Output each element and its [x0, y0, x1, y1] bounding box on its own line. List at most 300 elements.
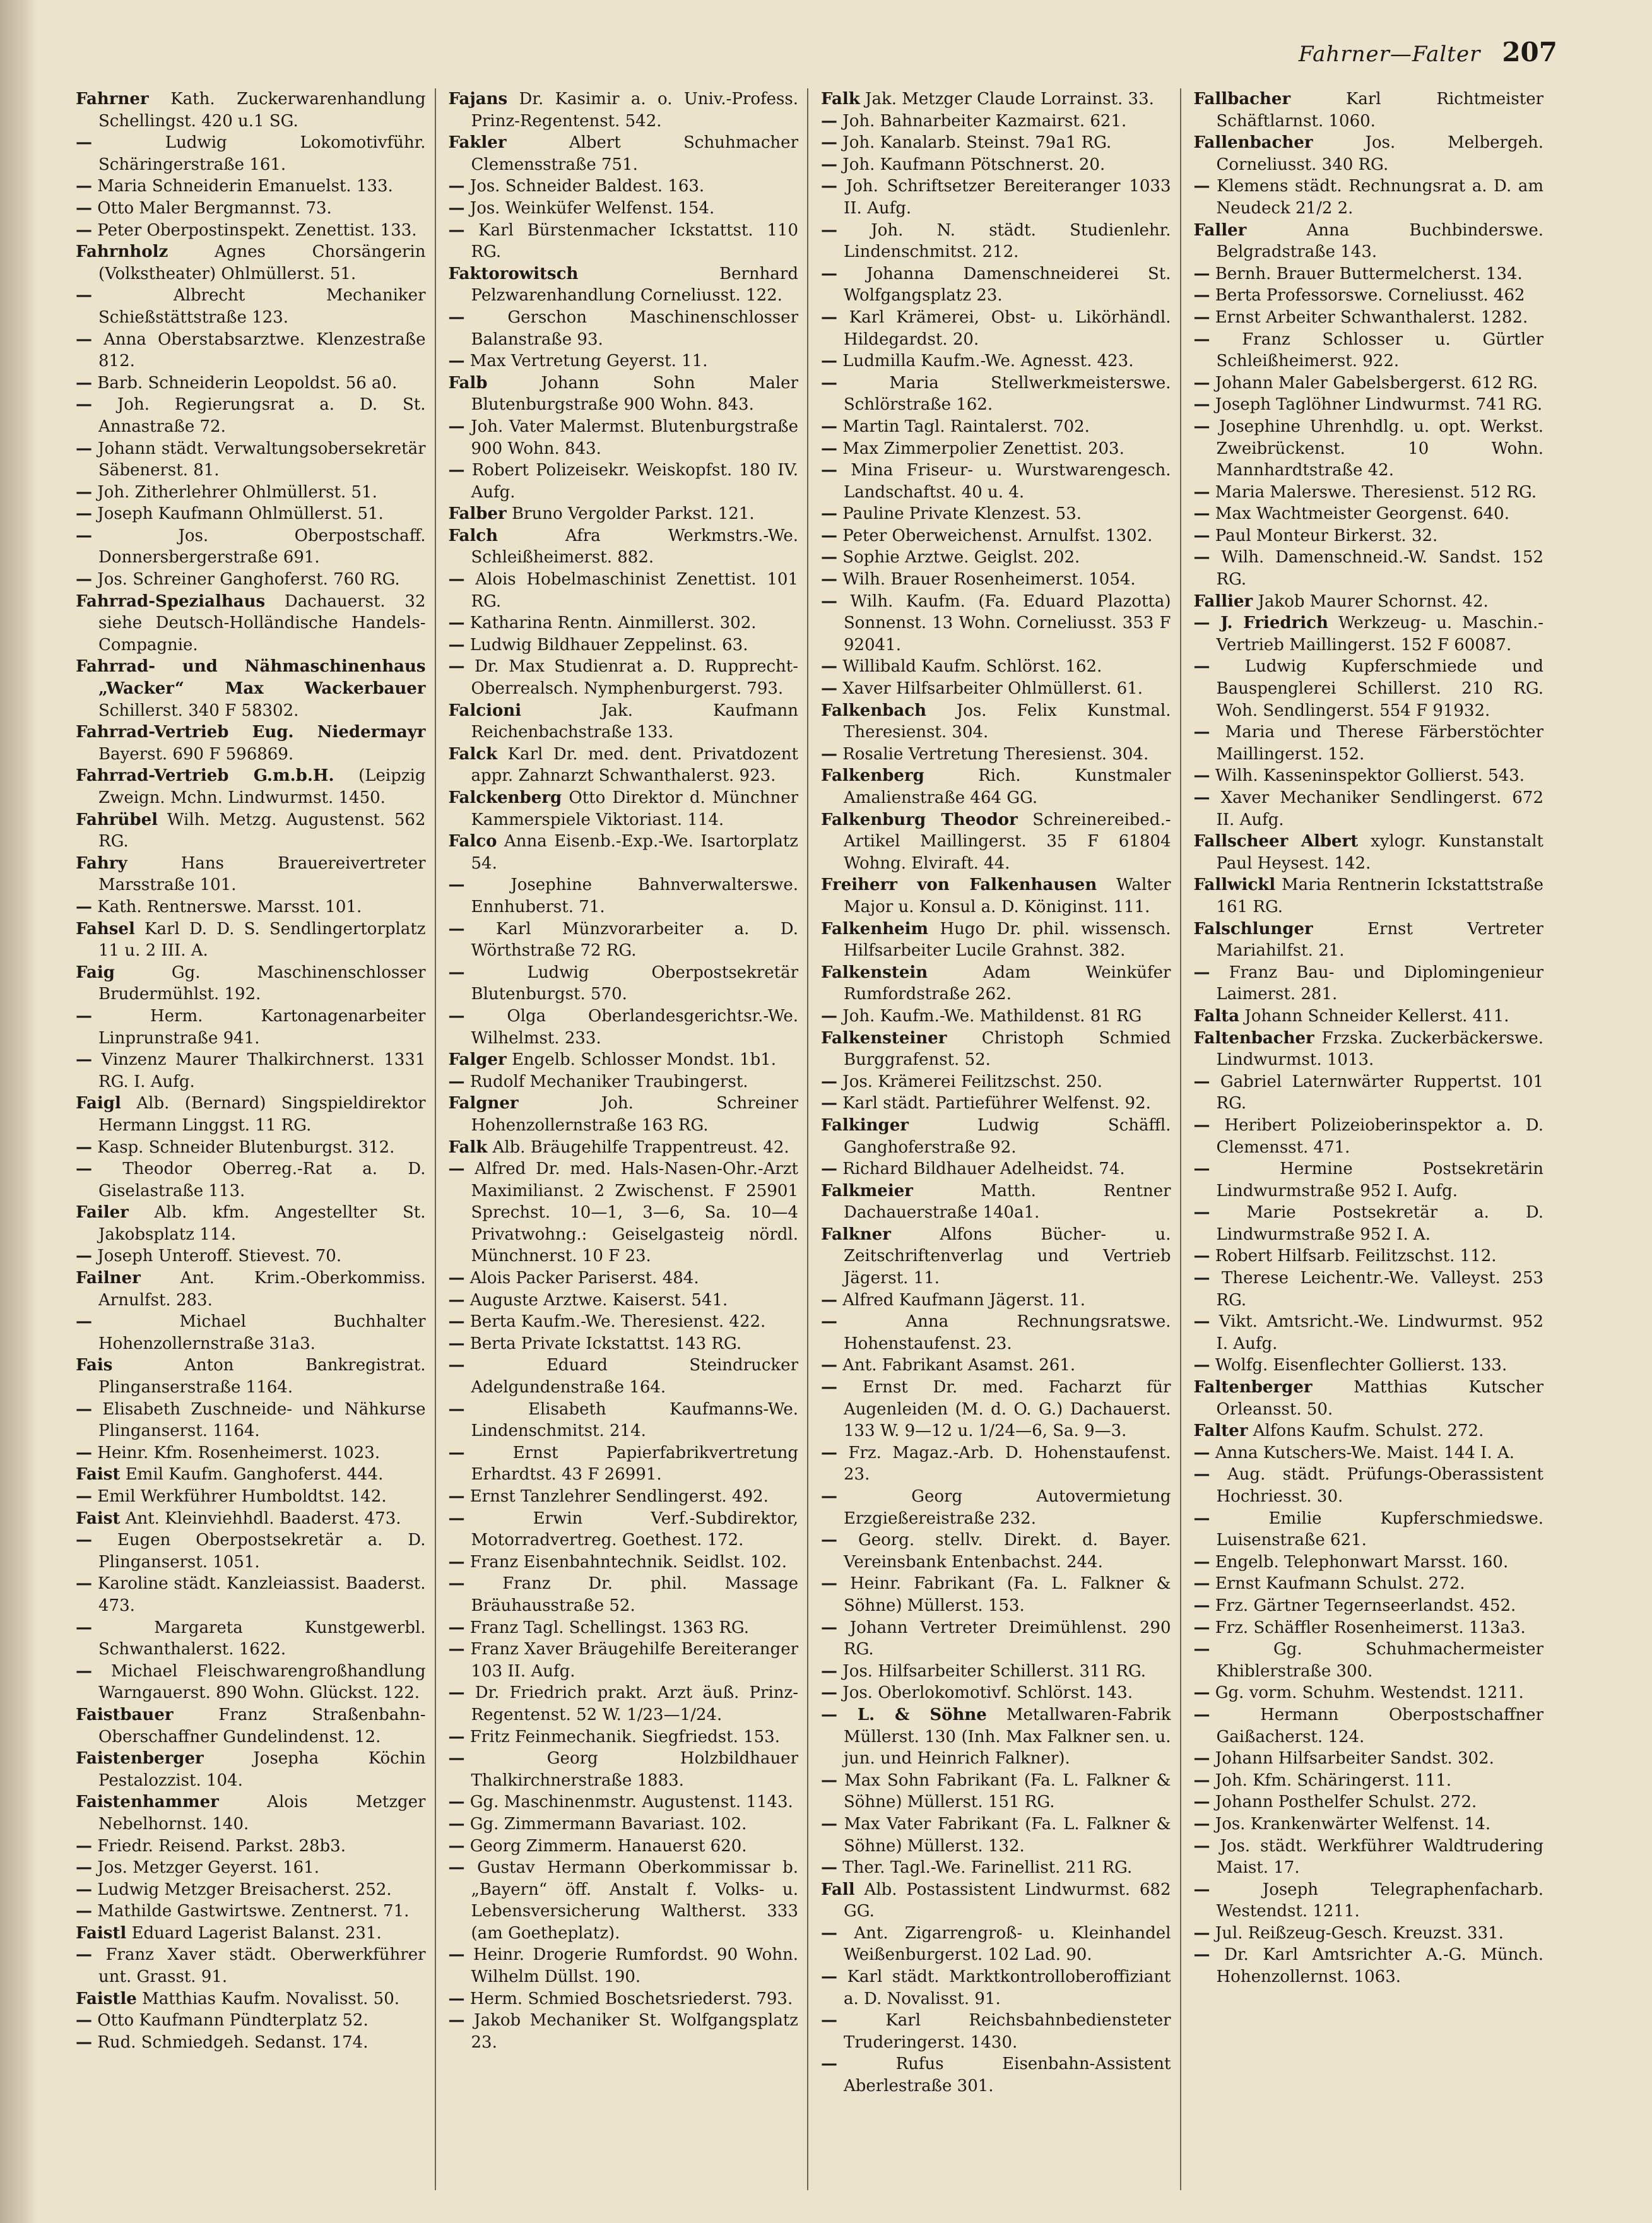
entry-name: —: [821, 1356, 837, 1375]
entry-name: Falco: [448, 832, 497, 851]
directory-entry: [76, 853, 426, 896]
entry-details: Martin Tagl. Raintalerst. 702.: [842, 417, 1090, 436]
entry-name: —: [1193, 1443, 1210, 1462]
directory-entry: [1194, 1115, 1544, 1158]
entry-name: Falkner: [821, 1224, 891, 1244]
entry-name: —: [821, 1159, 837, 1179]
entry-details: Franz Straßenbahn-Oberschaffner Gundelindenst. 12.: [98, 1705, 426, 1746]
directory-entry: [449, 1617, 799, 1639]
directory-entry: [1194, 394, 1544, 416]
directory-entry: [76, 1791, 426, 1835]
entry-name: —: [448, 307, 465, 327]
directory-entry: [76, 372, 426, 394]
entry-details: Joh. Kanalarb. Steinst. 79a1 RG.: [842, 133, 1112, 153]
entry-name: —: [821, 417, 837, 436]
entry-name: —: [76, 1880, 92, 1899]
entry-name: —: [76, 482, 92, 502]
directory-entry: [449, 1289, 799, 1312]
entry-name: —: [1193, 1770, 1210, 1790]
entry-name: Fais: [76, 1356, 113, 1375]
entry-name: —: [1193, 1618, 1210, 1637]
entry-name: —: [76, 570, 92, 590]
directory-entry: [1194, 132, 1544, 175]
entry-name: Faktorowitsch: [448, 264, 579, 283]
entry-name: —: [1193, 1749, 1210, 1769]
entry-name: Fallscheer Albert: [1193, 832, 1359, 851]
entry-details: Wilh. Kaufm. (Fa. Eduard Plazotta) Sonnenst. 13 Wohn. Corneliusst. 353 F 92041.: [844, 591, 1171, 655]
entry-details: Johann Schneider Kellerst. 411.: [1244, 1006, 1509, 1026]
entry-name: —: [1193, 417, 1210, 436]
entry-details: Franz Xaver städt. Oberwerkführer unt. Grasst. 91.: [98, 1945, 426, 1987]
entry-name: —: [821, 744, 837, 764]
directory-entry: [821, 1071, 1171, 1093]
entry-details: xylogr. Kunstanstalt Paul Heysest. 142.: [1216, 832, 1543, 873]
entry-name: —: [448, 1356, 465, 1375]
entry-name: —: [76, 1443, 92, 1462]
entry-name: —: [448, 461, 465, 480]
entry-details: Robert Hilfsarb. Feilitzschst. 112.: [1215, 1247, 1497, 1266]
directory-entry: [1194, 787, 1544, 831]
directory-entry: [76, 721, 426, 765]
entry-name: —: [1193, 526, 1210, 545]
entry-details: Bayerst. 690 F 596869.: [98, 744, 294, 764]
entry-details: Mina Friseur- u. Wurstwarengesch. Landschaftst. 40 u. 4.: [844, 461, 1171, 502]
entry-details: Rufus Eisenbahn-Assistent Aberlestraße 301.: [844, 2054, 1171, 2096]
directory-entry: [76, 1573, 426, 1616]
directory-entry: [821, 88, 1171, 110]
entry-name: Falk: [821, 90, 860, 109]
entry-details: Berta Kaufm.-We. Theresienst. 422.: [469, 1312, 766, 1332]
entry-details: Karl Münzvorarbeiter a. D. Wörthstraße 72 RG.: [471, 919, 798, 961]
entry-name: —: [448, 198, 465, 218]
directory-entry: [76, 2010, 426, 2032]
directory-entry: [821, 1813, 1171, 1857]
entry-name: —: [821, 461, 837, 480]
entry-details: Josepha Köchin Pestalozzist. 104.: [98, 1749, 426, 1790]
directory-entry: [821, 220, 1171, 263]
entry-details: Jos. Schneider Baldest. 163.: [469, 177, 705, 196]
page-binding-edge: [0, 0, 37, 2223]
entry-name: —: [76, 1836, 92, 1856]
entry-details: Rud. Schmiedgeh. Sedanst. 174.: [97, 2032, 369, 2052]
entry-name: —: [1193, 1880, 1210, 1899]
entry-name: —: [76, 1159, 92, 1179]
entry-details: Heribert Polizeioberinspektor a. D. Clemensst. 471.: [1216, 1115, 1543, 1157]
entry-details: Jak. Kaufmann Reichenbachstraße 133.: [471, 701, 798, 742]
directory-entry: [821, 154, 1171, 176]
entry-name: —: [1193, 482, 1210, 502]
directory-entry: [1194, 1464, 1544, 1507]
entry-details: Frz. Gärtner Tegernseerlandst. 452.: [1215, 1596, 1516, 1615]
entry-name: —: [821, 548, 837, 567]
column-2: [449, 88, 809, 2190]
entry-details: Hermann Oberpostschaffner Gaißacherst. 124.: [1216, 1705, 1543, 1746]
directory-entry: [821, 1617, 1171, 1661]
directory-entry: [821, 1573, 1171, 1616]
directory-columns: [76, 88, 1552, 2190]
entry-name: —: [76, 329, 92, 349]
entry-details: Anna Buchbinderswe. Belgradstraße 143.: [1216, 220, 1544, 262]
entry-details: Georg Zimmerm. Hanauerst 620.: [469, 1836, 747, 1856]
entry-details: Jul. Reißzeug-Gesch. Kreuzst. 331.: [1215, 1923, 1504, 1943]
entry-details: Jos. Hilfsarbeiter Schillerst. 311 RG.: [842, 1661, 1147, 1681]
entry-details: Vinzenz Maurer Thalkirchnerst. 1331 RG. I. Aufg.: [98, 1050, 426, 1091]
entry-details: Jos. Weinküfer Welfenst. 154.: [469, 198, 715, 218]
entry-details: Karl Reichsbahnbediensteter Truderingerst. 1430.: [844, 2011, 1171, 2052]
directory-entry: [76, 1529, 426, 1573]
directory-entry: [76, 438, 426, 482]
entry-name: Faistenberger: [76, 1749, 204, 1769]
entry-details: Dachauerst. 32 siehe Deutsch-Holländische Handels-Compagnie.: [98, 591, 426, 655]
entry-details: Max Vertretung Geyerst. 11.: [469, 352, 708, 371]
entry-name: —: [76, 1661, 92, 1681]
entry-name: Falkinger: [821, 1115, 909, 1135]
entry-name: Fakler: [448, 133, 507, 153]
entry-name: —: [1193, 504, 1210, 524]
entry-name: Fahrnholz: [76, 242, 168, 262]
entry-details: Engelb. Schlosser Mondst. 1b1.: [511, 1050, 777, 1070]
entry-details: Max Wachtmeister Georgenst. 640.: [1215, 504, 1509, 524]
entry-name: Fahsel: [76, 919, 135, 939]
directory-entry: [821, 1682, 1171, 1704]
entry-details: Hans Brauereivertreter Marsstraße 101.: [98, 853, 426, 895]
entry-details: Christoph Schmied Burggrafenst. 52.: [844, 1028, 1171, 1070]
directory-entry: [1194, 1639, 1544, 1682]
directory-entry: [1194, 329, 1544, 372]
directory-entry: [821, 1289, 1171, 1312]
directory-entry: [821, 809, 1171, 875]
directory-entry: [449, 1486, 799, 1508]
entry-name: Fallwickl: [1193, 875, 1276, 895]
entry-name: —: [1193, 1683, 1210, 1703]
entry-details: Johann Vertreter Dreimühlenst. 290 RG.: [844, 1618, 1171, 1659]
entry-name: —: [821, 133, 837, 153]
entry-details: Emilie Kupferschmiedswe. Luisenstraße 621.: [1216, 1509, 1544, 1550]
directory-entry: [1194, 482, 1544, 504]
entry-details: Alb. Postassistent Lindwurmst. 682 GG.: [844, 1880, 1171, 1921]
directory-entry: [1194, 525, 1544, 547]
directory-entry: [76, 1049, 426, 1093]
entry-name: — J. Friedrich: [1193, 614, 1328, 633]
entry-details: Karl Dr. med. dent. Privatdozent appr. Zahnarzt Schwanthalerst. 923.: [471, 744, 798, 786]
entry-name: —: [76, 1858, 92, 1878]
directory-entry: [821, 1377, 1171, 1442]
directory-entry: [821, 438, 1171, 460]
entry-details: Wilh. Brauer Rosenheimerst. 1054.: [842, 570, 1136, 590]
directory-entry: [76, 1900, 426, 1923]
entry-name: Falgner: [448, 1094, 519, 1113]
directory-entry: [821, 2053, 1171, 2097]
entry-details: Jakob Mechaniker St. Wolfgangsplatz 23.: [471, 2011, 799, 2052]
directory-entry: [1194, 591, 1544, 613]
entry-details: Ernst Dr. med. Facharzt für Augenleiden (M. d. O. G.) Dachauerst. 133 W. 9—12 u. 1/24—6, Sa. 9—3.: [844, 1378, 1171, 1441]
entry-details: Dr. Karl Amtsrichter A.-G. Münch. Hohenzollernst. 1063.: [1216, 1945, 1543, 1987]
entry-details: Joseph Kaufmann Ohlmüllerst. 51.: [97, 504, 384, 524]
entry-name: —: [1193, 723, 1210, 742]
entry-details: Agnes Chorsängerin (Volkstheater) Ohlmüllerst. 51.: [98, 242, 426, 283]
entry-name: Falger: [448, 1050, 507, 1070]
entry-details: Vikt. Amtsricht.-We. Lindwurmst. 952 I. Aufg.: [1216, 1312, 1543, 1353]
entry-name: —: [448, 1290, 465, 1310]
directory-entry: [449, 962, 799, 1005]
entry-details: Maria Stellwerkmeisterswe. Schlörstraße 162.: [844, 373, 1171, 415]
directory-entry: [449, 612, 799, 634]
directory-entry: [821, 591, 1171, 656]
entry-details: Auguste Arztwe. Kaiserst. 541.: [469, 1290, 728, 1310]
entry-name: —: [821, 1661, 837, 1681]
directory-entry: [821, 350, 1171, 372]
directory-entry: [449, 1573, 799, 1616]
directory-entry: [1194, 721, 1544, 765]
entry-details: Georg Holzbildhauer Thalkirchnerstraße 1883.: [471, 1749, 799, 1790]
directory-entry: [1194, 1442, 1544, 1464]
directory-entry: [1194, 1923, 1544, 1945]
entry-details: Jos. Oberpostschaff. Donnersbergerstraße 691.: [98, 526, 426, 567]
directory-entry: [1194, 307, 1544, 329]
entry-name: —: [1193, 1159, 1210, 1179]
entry-name: —: [76, 220, 92, 240]
directory-entry: [821, 1028, 1171, 1071]
directory-entry: [449, 198, 799, 220]
entry-name: —: [448, 1618, 465, 1637]
directory-entry: [76, 1093, 426, 1136]
directory-entry: [76, 1835, 426, 1858]
entry-name: —: [448, 1858, 465, 1878]
directory-entry: [449, 132, 799, 175]
entry-details: Karl D. D. S. Sendlingertorplatz 11 u. 2 III. A.: [98, 919, 426, 961]
directory-entry: [449, 787, 799, 831]
entry-details: Anna Eisenb.-Exp.-We. Isartorplatz 54.: [471, 832, 799, 873]
entry-details: Schillerst. 340 F 58302.: [98, 701, 299, 720]
directory-entry: [821, 765, 1171, 809]
entry-details: Jos. Felix Kunstmal. Theresienst. 304.: [844, 701, 1171, 742]
entry-name: —: [821, 1072, 837, 1091]
directory-entry: [449, 459, 799, 503]
directory-entry: [1194, 1245, 1544, 1267]
directory-entry: [449, 831, 799, 874]
entry-details: Xaver Hilfsarbeiter Ohlmüllerst. 61.: [842, 679, 1143, 699]
entry-details: Karl Bürstenmacher Ickstattst. 110 RG.: [471, 220, 799, 262]
directory-entry: [821, 132, 1171, 154]
entry-details: Eugen Oberpostsekretär a. D. Plinganserst. 1051.: [98, 1531, 426, 1572]
entry-name: —: [1193, 1247, 1210, 1266]
entry-details: Metallwaren-Fabrik Müllerst. 130 (Inh. Max Falkner sen. u. jun. und Heinrich Falkner).: [844, 1705, 1171, 1769]
entry-name: Fallier: [1193, 591, 1253, 611]
entry-name: Falcioni: [448, 701, 522, 720]
directory-entry: [821, 1923, 1171, 1966]
entry-details: Georg. stellv. Direkt. d. Bayer. Vereinsbank Entenbachst. 244.: [844, 1531, 1171, 1572]
entry-name: —: [821, 1378, 837, 1397]
directory-entry: [1194, 372, 1544, 394]
directory-entry: [821, 1442, 1171, 1486]
entry-details: Richard Bildhauer Adelheidst. 74.: [842, 1159, 1125, 1179]
entry-name: —: [1193, 788, 1210, 807]
entry-name: —: [1193, 307, 1210, 327]
entry-name: —: [448, 963, 465, 982]
entry-details: Heinr. Fabrikant (Fa. L. Falkner & Söhne) Müllerst. 153.: [844, 1574, 1171, 1615]
entry-name: —: [821, 1770, 837, 1790]
directory-entry: [1194, 1158, 1544, 1202]
entry-details: Willibald Kaufm. Schlörst. 162.: [842, 657, 1102, 677]
entry-name: —: [448, 1727, 465, 1746]
entry-name: —: [821, 439, 837, 458]
entry-details: Kasp. Schneider Blutenburgst. 312.: [97, 1137, 395, 1157]
entry-details: Gg. vorm. Schuhm. Westendst. 1211.: [1215, 1683, 1524, 1703]
entry-details: Karl städt. Partieführer Welfenst. 92.: [842, 1094, 1151, 1113]
directory-entry: [821, 1529, 1171, 1573]
entry-details: Wilh. Kasseninspektor Gollierst. 543.: [1215, 766, 1525, 786]
entry-name: —: [821, 1967, 837, 1987]
directory-entry: [1194, 656, 1544, 721]
entry-details: Ludwig Schäffl. Ganghoferstraße 92.: [844, 1115, 1171, 1157]
entry-name: Failner: [76, 1269, 141, 1288]
entry-details: Afra Werkmstrs.-We. Schleißheimerst. 882.: [471, 526, 798, 567]
entry-details: Herm. Kartonagenarbeiter Linprunstraße 941.: [98, 1006, 426, 1048]
directory-entry: [76, 1988, 426, 2010]
directory-entry: [76, 1005, 426, 1049]
entry-name: —: [448, 177, 465, 196]
directory-entry: [76, 809, 426, 853]
directory-entry: [449, 1726, 799, 1748]
entry-details: Friedr. Reisend. Parkst. 28b3.: [97, 1836, 346, 1856]
directory-entry: [1194, 1770, 1544, 1792]
directory-entry: [76, 394, 426, 437]
directory-entry: [821, 110, 1171, 133]
entry-details: Ernst Vertreter Mariahilfst. 21.: [1216, 919, 1543, 961]
entry-details: Dr. Friedrich prakt. Arzt äuß. Prinz-Regentenst. 52 W. 1/23—1/24.: [471, 1683, 798, 1724]
entry-details: Marie Postsekretär a. D. Lindwurmstraße 952 I. A.: [1216, 1203, 1544, 1244]
entry-details: Hugo Dr. phil. wissensch. Hilfsarbeiter Lucile Grahnst. 382.: [844, 919, 1171, 961]
directory-entry: [449, 350, 799, 372]
directory-entry: [449, 1639, 799, 1682]
entry-name: Faist: [76, 1509, 121, 1528]
directory-entry: [1194, 1813, 1544, 1835]
directory-entry: [1194, 220, 1544, 263]
directory-entry: [449, 503, 799, 525]
entry-details: Ludwig Oberpostsekretär Blutenburgst. 570.: [471, 963, 798, 1004]
directory-entry: [449, 307, 799, 350]
directory-entry: [76, 1661, 426, 1704]
directory-entry: [1194, 547, 1544, 590]
entry-details: Ernst Kaufmann Schulst. 272.: [1215, 1574, 1465, 1594]
entry-details: Ernst Arbeiter Schwanthalerst. 1282.: [1215, 307, 1528, 327]
entry-details: Alfons Kaufm. Schulst. 272.: [1253, 1421, 1484, 1441]
directory-entry: [1194, 263, 1544, 285]
entry-name: —: [821, 591, 837, 611]
entry-name: —: [76, 1574, 92, 1594]
entry-name: —: [821, 1443, 837, 1462]
directory-entry: [821, 1093, 1171, 1115]
directory-entry: [76, 525, 426, 569]
entry-name: —: [448, 1683, 465, 1703]
entry-details: Gustav Hermann Oberkommissar b. „Bayern“ öff. Anstalt f. Volks- u. Lebensversicherung Waltherst. 333 (am Goetheplatz).: [471, 1858, 798, 1943]
entry-name: —: [1193, 286, 1210, 305]
entry-name: —: [76, 1487, 92, 1506]
column-1: [76, 88, 436, 2190]
entry-details: Ludwig Lokomotivführ. Schäringerstraße 161.: [98, 133, 426, 174]
directory-entry: [1194, 1791, 1544, 1813]
entry-name: —: [821, 373, 837, 393]
entry-name: Fallenbacher: [1193, 133, 1313, 153]
directory-entry: [449, 1988, 799, 2010]
directory-entry: [76, 1442, 426, 1464]
entry-name: —: [821, 1858, 837, 1878]
entry-name: Falch: [448, 526, 498, 545]
entry-name: —: [1193, 548, 1210, 567]
entry-name: —: [1193, 1356, 1210, 1375]
entry-details: Alb. kfm. Angestellter St. Jakobsplatz 114.: [98, 1203, 426, 1244]
entry-name: —: [1193, 1115, 1210, 1135]
entry-details: Ludwig Kupferschmiede und Bauspenglerei Schillerst. 210 RG. Woh. Sendlingerst. 554 F 91932.: [1216, 657, 1544, 720]
entry-name: —: [448, 1443, 465, 1462]
directory-entry: [1194, 612, 1544, 656]
entry-details: Joh. Zitherlehrer Ohlmüllerst. 51.: [97, 482, 377, 502]
entry-name: —: [1193, 1465, 1210, 1485]
directory-entry: [76, 285, 426, 328]
entry-name: —: [448, 1334, 465, 1353]
entry-name: —: [76, 133, 92, 153]
entry-name: —: [821, 657, 837, 677]
entry-details: Pauline Private Klenzest. 53.: [842, 504, 1082, 524]
entry-name: Falkensteiner: [821, 1028, 947, 1048]
entry-name: —: [448, 1640, 465, 1659]
entry-details: Joh. N. städt. Studienlehr. Lindenschmitst. 212.: [844, 220, 1171, 262]
entry-details: Anna Rechnungsratswe. Hohenstaufenst. 23.: [844, 1312, 1171, 1353]
entry-name: —: [448, 614, 465, 633]
entry-details: Karl städt. Marktkontrolloberoffiziant a. D. Novalisst. 91.: [844, 1967, 1171, 2008]
entry-details: Karl Krämerei, Obst- u. Likörhändl. Hildegardst. 20.: [844, 307, 1171, 349]
directory-entry: [1194, 1835, 1544, 1879]
entry-details: Ant. Kleinviehhdl. Baaderst. 473.: [125, 1509, 401, 1528]
entry-details: Rudolf Mechaniker Traubingerst.: [469, 1072, 748, 1091]
entry-name: —: [76, 1050, 92, 1070]
entry-details: Dr. Max Studienrat a. D. Rupprecht-Oberrealsch. Nymphenburgerst. 793.: [471, 657, 799, 699]
entry-name: Faltenbacher: [1193, 1028, 1314, 1048]
entry-name: Faig: [76, 963, 115, 982]
entry-details: Ludwig Metzger Breisacherst. 252.: [97, 1880, 392, 1899]
entry-details: Alfons Bücher- u. Zeitschriftenverlag und Vertrieb Jägerst. 11.: [844, 1224, 1171, 1288]
entry-details: Elisabeth Kaufmanns-We. Lindenschmitst. 214.: [471, 1399, 799, 1441]
entry-name: —: [1193, 1312, 1210, 1332]
entry-details: Josephine Uhrenhdlg. u. opt. Werkst. Zweibrückenst. 10 Wohn. Mannhardtstraße 42.: [1216, 417, 1544, 480]
entry-name: —: [76, 177, 92, 196]
entry-details: Alfred Kaufmann Jägerst. 11.: [842, 1290, 1085, 1310]
directory-entry: [821, 1486, 1171, 1529]
entry-name: —: [76, 1312, 92, 1332]
entry-name: —: [821, 526, 837, 545]
directory-entry: [1194, 1682, 1544, 1704]
entry-details: Johann Hilfsarbeiter Sandst. 302.: [1215, 1749, 1494, 1769]
entry-details: Franz Schlosser u. Gürtler Schleißheimerst. 922.: [1216, 329, 1544, 371]
entry-details: Walter Major u. Konsul a. D. Königinst. 111.: [844, 875, 1171, 916]
entry-details: Gg. Maschinenmstr. Augustenst. 1143.: [469, 1793, 793, 1812]
entry-details: Georg Autovermietung Erzgießereistraße 232.: [844, 1487, 1171, 1528]
entry-details: Klemens städt. Rechnungsrat a. D. am Neudeck 21/2 2.: [1216, 177, 1544, 218]
entry-details: Gabriel Laternwärter Ruppertst. 101 RG.: [1216, 1072, 1543, 1113]
entry-name: Faistle: [76, 1989, 137, 2008]
entry-name: —: [821, 1574, 837, 1594]
entry-name: Falkenberg: [821, 766, 924, 786]
entry-name: —: [1193, 1552, 1210, 1572]
entry-details: Anton Bankregistrat. Plinganserstraße 1164.: [98, 1356, 426, 1397]
entry-details: Joh. Schriftsetzer Bereiteranger 1033 II. Aufg.: [844, 177, 1171, 218]
directory-entry: [449, 1813, 799, 1835]
directory-entry: [76, 1311, 426, 1355]
entry-details: Alois Packer Pariserst. 484.: [469, 1269, 699, 1288]
directory-entry: [76, 656, 426, 721]
entry-details: Anna Oberstabsarztwe. Klenzestraße 812.: [98, 329, 426, 371]
directory-entry: [449, 1267, 799, 1289]
